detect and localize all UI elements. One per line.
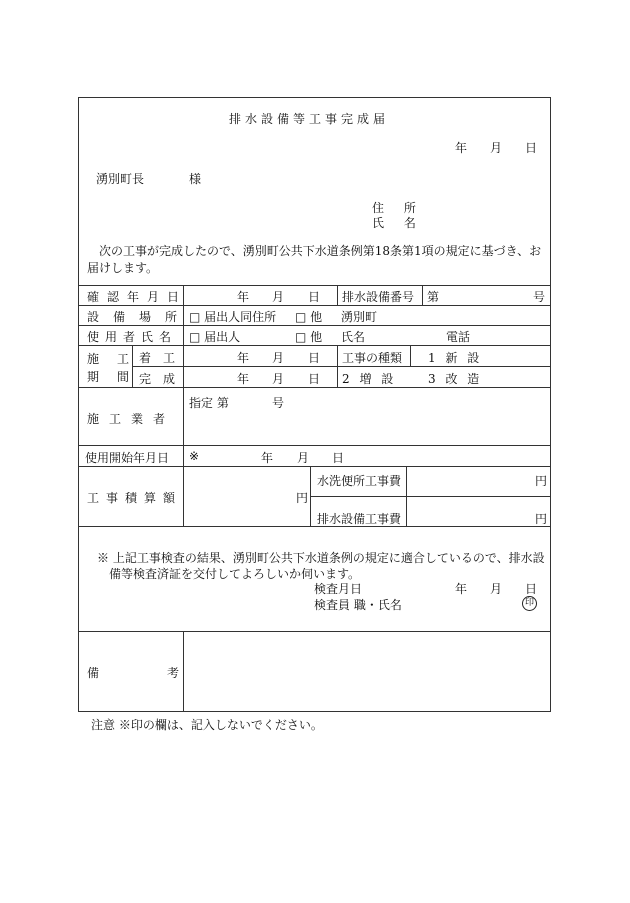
line-estimate-mid [310,496,550,497]
form-frame [78,97,551,712]
work-kind-add: 2 増 設 [342,372,394,386]
start-use-year: 年 [261,451,274,465]
header-month: 月 [490,141,503,155]
period-label-2: 期間 [87,370,148,384]
seal-mark: 印 [522,596,537,611]
inspection-date-label: 検査月日 [314,582,363,596]
intro-text: 次の工事が完成したので、湧別町公共下水道条例第18条第1項の規定に基づき、お届けします。 [87,244,542,275]
inspection-day: 日 [525,582,538,596]
start-use-mark: ※ [189,449,200,463]
install-town: 湧別町 [341,310,378,324]
remarks-label-2: 考 [167,666,180,680]
vline-period-2 [410,345,411,366]
confirm-day: 日 [308,290,321,304]
inspection-month: 月 [490,582,503,596]
vline-period-1 [337,345,338,387]
inspection-year: 年 [455,582,468,596]
install-place-label: 設備場所 [87,310,192,324]
toilet-cost-yen: 円 [535,474,548,488]
contractor-designated: 指定 第 [189,396,229,410]
line-row9-top [79,631,550,632]
install-opt-other[interactable]: □ 他 [295,310,323,324]
form-title: 排水設備等工事完成届 [229,112,390,126]
vline-estimate-1 [310,466,311,526]
name-label: 氏 名 [372,216,424,230]
user-name-field-label: 氏名 [341,330,366,344]
finish-day: 日 [308,372,321,386]
inspection-text-line2: 備等検査済証を交付してよろしいか伺います。 [109,567,361,581]
toilet-cost-label: 水洗便所工事費 [317,474,402,488]
remarks-label-1: 備 [87,666,100,680]
honorific: 様 [189,172,202,186]
finish-year: 年 [237,372,250,386]
start-use-month: 月 [297,451,310,465]
vline-confirm-1 [337,285,338,305]
vline-label-remarks [183,631,184,711]
drain-cost-label: 排水設備工事費 [317,512,402,526]
install-opt-same-address[interactable]: □ 届出人同住所 [189,310,277,324]
addressee: 湧別町長 [96,172,145,186]
work-kind-new: 1 新 設 [428,351,480,365]
line-row8-top [79,526,550,527]
start-use-day: 日 [332,451,345,465]
line-row1-top [79,285,550,286]
drain-no-suffix: 号 [533,290,546,304]
header-day: 日 [525,141,538,155]
user-opt-applicant[interactable]: □ 届出人 [189,330,241,344]
contractor-no-suffix: 号 [272,396,285,410]
start-year: 年 [237,351,250,365]
vline-estimate-2 [406,466,407,526]
line-row5-top [79,387,550,388]
drain-no-prefix: 第 [427,290,440,304]
user-phone-label: 電話 [446,330,471,344]
footer-note: 注意 ※印の欄は、記入しないでください。 [91,718,323,732]
vline-confirm-2 [422,285,423,305]
line-row7-top [79,466,550,467]
user-opt-other[interactable]: □ 他 [295,330,323,344]
drain-no-label: 排水設備番号 [342,290,415,304]
line-period-mid [132,366,550,367]
period-label-1: 施工 [87,352,148,366]
line-row2-top [79,305,550,306]
inspector-label: 検査員 職・氏名 [314,598,402,612]
confirm-month: 月 [272,290,285,304]
line-row6-top [79,445,550,446]
user-name-label: 使用者氏名 [87,330,178,344]
confirm-date-label: 確認年月日 [87,290,188,304]
period-start-label: 着工 [139,351,188,365]
period-finish-label: 完成 [139,372,188,386]
line-row4-top [79,345,550,346]
start-use-label: 使用開始年月日 [85,451,170,465]
header-year: 年 [455,141,468,155]
drain-cost-yen: 円 [535,512,548,526]
contractor-label: 施工業者 [87,412,176,426]
confirm-year: 年 [237,290,250,304]
line-row3-top [79,325,550,326]
estimate-yen: 円 [296,491,309,505]
work-kind-label: 工事の種類 [342,351,403,365]
start-month: 月 [272,351,285,365]
work-kind-modify: 3 改 造 [428,372,480,386]
finish-month: 月 [272,372,285,386]
estimate-label: 工事積算額 [87,491,183,505]
start-day: 日 [308,351,321,365]
inspection-text-line1: ※ 上記工事検査の結果、湧別町公共下水道条例の規定に適合しているので、排水設 [97,551,545,565]
vline-label-b [183,387,184,526]
address-label: 住 所 [372,201,424,215]
